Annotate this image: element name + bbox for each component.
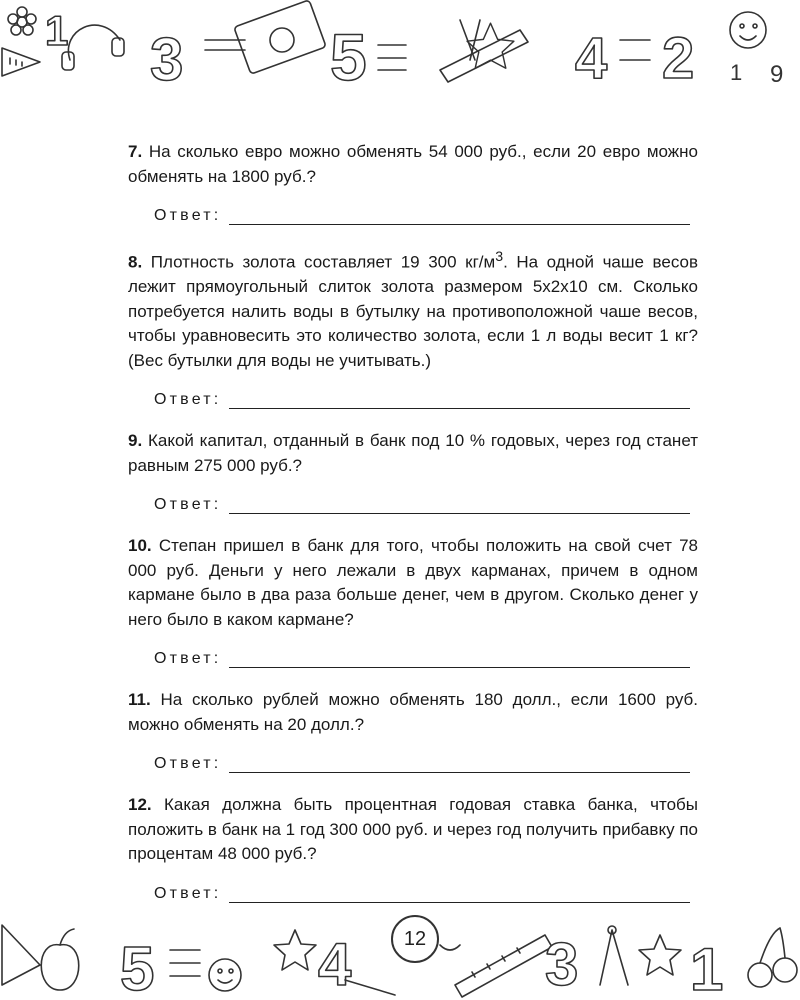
flower-icon (8, 7, 36, 35)
smiley-face-icon (209, 959, 241, 991)
answer-row (154, 755, 698, 773)
decor-digit: 4 (318, 931, 352, 998)
decor-digit: 5 (330, 20, 367, 92)
equals-sign-icon (170, 950, 200, 976)
equals-sign-icon (620, 40, 650, 60)
answer-label: Ответ: (154, 650, 222, 668)
answer-row (154, 496, 698, 514)
answer-label: Ответ: (154, 755, 222, 773)
decor-digit: 2 (662, 26, 695, 91)
compass-icon (600, 926, 628, 985)
answer-label: Ответ: (154, 884, 222, 902)
top-decorative-border (0, 0, 800, 92)
pencil-icon (345, 980, 395, 995)
banknote-icon (234, 0, 326, 74)
answer-row (154, 391, 698, 409)
decor-digit: 1 (45, 7, 69, 54)
decor-digit: 4 (575, 26, 608, 91)
compass-ruler-icon (440, 20, 528, 82)
task-10 (128, 534, 698, 668)
answer-blank-line[interactable] (229, 210, 690, 225)
ruler-triangle-icon (2, 48, 40, 76)
task-number: 8. (128, 252, 143, 272)
equals-sign-icon (378, 45, 406, 70)
task-number: 12. (128, 795, 152, 815)
task-text: Какой капитал, отданный в банк под 10 % годовых, через год станет равным 275 000 руб.? (128, 431, 698, 475)
decor-digit: 9 (770, 61, 784, 88)
cherries-icon (748, 928, 797, 987)
decor-digit: 1 (730, 60, 743, 85)
decor-digit: 3 (545, 931, 579, 998)
task-list (128, 140, 698, 923)
task-text-start: Плотность золота составляет 19 300 кг/м (142, 252, 496, 272)
answer-row (154, 650, 698, 668)
star-icon (639, 935, 681, 975)
answer-row (154, 885, 698, 903)
task-text: Какая должна быть процентная годовая ставка банка, чтобы положить в банк на 1 год 300 000 руб. и через год получить прибавку по процентам 48 000 руб.? (128, 795, 698, 864)
task-12 (128, 793, 698, 903)
star-icon (274, 930, 316, 970)
task-9 (128, 429, 698, 514)
headphones-icon (62, 25, 124, 70)
ruler-icon (455, 935, 552, 997)
answer-row (154, 207, 698, 225)
decor-digit: 5 (120, 935, 155, 1000)
answer-label: Ответ: (154, 207, 222, 224)
smile-curve-icon (440, 945, 460, 950)
task-number: 10. (128, 536, 152, 556)
answer-label: Ответ: (154, 391, 222, 409)
apple-icon (41, 929, 79, 990)
task-number: 7. (128, 142, 143, 161)
answer-blank-line[interactable] (229, 888, 690, 903)
ruler-triangle-icon (2, 925, 40, 985)
task-text: На сколько евро можно обменять 54 000 руб., если 20 евро можно обменять на 1800 руб.? (128, 142, 698, 186)
decor-digit: 1 (690, 936, 724, 1000)
answer-label: Ответ: (154, 496, 222, 514)
task-8 (128, 245, 698, 409)
page-number: 12 (391, 915, 439, 963)
smiley-face-icon (730, 12, 766, 48)
task-text: На сколько рублей можно обменять 180 долл., если 1600 руб. можно обменять на 20 долл.? (128, 690, 698, 734)
answer-blank-line[interactable] (229, 758, 690, 773)
task-number: 9. (128, 431, 143, 451)
superscript: 3 (495, 249, 504, 265)
task-7 (128, 140, 698, 225)
answer-blank-line[interactable] (229, 653, 690, 668)
task-text: Степан пришел в банк для того, чтобы положить на свой счет 78 000 руб. Деньги у него лежали в двух карманах, причем в одном кармане было в два раза больше денег, чем в другом. Сколько денег у него было в каком кармане? (128, 536, 698, 629)
task-11 (128, 688, 698, 773)
task-text: . На одной чаше весов лежит прямоугольный слиток золота размером 5х2х10 см. Сколько потребуется налить воды в бутылку на противоположной чаше весов, чтобы уравновесить это количество золота, если 1 л воды весит 1 кг? (Вес бутылки для воды не учитывать.) (128, 252, 699, 370)
answer-blank-line[interactable] (229, 394, 690, 409)
decor-digit: 3 (150, 26, 184, 92)
answer-blank-line[interactable] (229, 499, 690, 514)
task-number: 11. (128, 690, 151, 710)
